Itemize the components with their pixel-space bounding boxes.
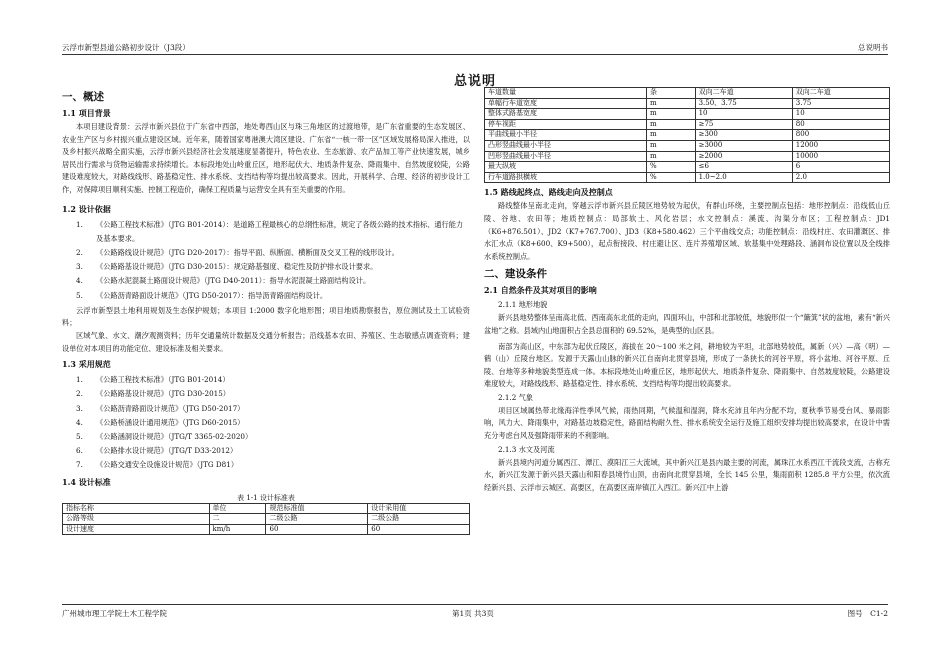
list-item: 1. 《公路工程技术标准》（JTG B01-2014）：是道路工程最核心的总纲性标准，规定了各级公路的技术指标、通行能力及基本要求。 (76, 219, 464, 243)
basis-paragraph-2: 区域气象、水文、潮汐观测资料；历年交通量统计数据及交通分析报告；沿线基本农田、养殖区、生态敏感点调查资料；建设单位对本项目的功能定位、建设标准及相关要求。 (62, 330, 470, 353)
footer-page-number: 第1页 共3页 (452, 609, 494, 618)
table-row: 停车视距 m ≥75 80 (485, 119, 890, 130)
subsection-hydrology-heading: 2.1.3 水文及河流 (498, 444, 555, 454)
page-header (62, 42, 888, 55)
basis-list (62, 218, 470, 303)
section-basis-heading: 1.2 设计依据 (62, 203, 111, 214)
list-item: 4. 《公路水泥混凝土路面设计规范》（JTG D40-2011）：指导水泥混凝土路面结构设计。 (76, 276, 371, 286)
list-item: 5. 《公路沥青路面设计规范》（JTG D50-2017）：指导沥青路面结构设计。 (76, 290, 328, 300)
list-item: 6. 《公路排水设计规范》（JTG/T D33-2012） (76, 446, 238, 456)
section-codes-heading: 1.3 采用规范 (62, 359, 111, 370)
table-row: 单幅行车道宽度 m 3.50、3.75 3.75 (485, 98, 890, 109)
basis-paragraph-1: 云浮市新型县土地利用规划及生态保护规划；本项目 1:2000 数字化地形图；项目地质勘察报告，原位测试及土工试验资料； (62, 305, 470, 328)
header-doc-type: 总说明书 (858, 43, 888, 52)
list-item: 2. 《公路路线设计规范》（JTG D20-2017）：指导平面、纵断面、横断面及交叉工程的线形设计。 (76, 247, 399, 257)
table-row: 行车道路拱横坡 % 1.0~2.0 2.0 (485, 172, 890, 183)
list-item: 3. 《公路沥青路面设计规范》（JTG D50-2017） (76, 403, 245, 413)
table-row: 最大纵坡 % ≤6 6 (485, 162, 890, 173)
left-column (62, 86, 470, 535)
table-row: 整体式路基宽度 m 10 10 (485, 109, 890, 120)
section-conditions-heading: 二、建设条件 (484, 268, 547, 281)
list-item: 2. 《公路路基设计规范》（JTG D30-2015） (76, 389, 230, 399)
section-overview-heading: 一、概述 (62, 91, 104, 103)
list-item: 1. 《公路工程技术标准》（JTG B01-2014） (76, 375, 230, 385)
header-project: 云浮市新型县道公路初步设计（J3段） (62, 43, 190, 52)
footer-org: 广州城市理工学院土木工程学院 (62, 609, 167, 618)
terrain-paragraph-1: 新兴县地势整体呈南高北低、西南高东北低的走向，四面环山，中部和北部较低，地貌形似一个“簸箕”状的盆地，素有“新兴盆地”之称。县域内山地面积占全县总面积的 69.52%，是典型的山区县。 (484, 313, 890, 335)
terrain-paragraph-2: 南部为高山区，中东部为起伏丘陵区，海拔在 20～100 米之间，耕地较为平坦，北部地势较低，属新（兴）—高（明）—鹤（山）丘陵台地区。发源于天露山山脉的新兴江自南向北贯穿县境，形成了一条狭长的河谷平原，将小盆地、河谷平原、丘陵、台地等多种地貌类型连成一体。本标段地处山岭重丘区，地形起伏大、地质条件复杂、降雨集中、自然坡度较陡，公路建设难度较大，对路线线形、路基稳定性、排水系统、支挡结构等均提出较高要求。 (484, 341, 890, 389)
table-row: 凸形竖曲线最小半径 m ≥3000 12000 (485, 140, 890, 151)
table-row: 平曲线最小半径 m ≥300 800 (485, 130, 890, 141)
table-row: 车道数量 条 双向二车道 双向二车道 (485, 88, 890, 99)
page-footer (62, 604, 888, 619)
background-paragraph: 本项目建设背景：云浮市新兴县位于广东省中西部，地处粤西山区与珠三角地区的过渡地带，是广东省重要的生态发展区、农业生产区与乡村振兴重点建设区域。近年来，随着国家粤港澳大湾区建设、广东省“一核一带一区”区域发展格局深入推进，以及乡村振兴战略全面实施，云浮市新兴县经济社会发展速度显著提升，特色农业、生态旅游、农产品加工等产业快速发展，城乡居民出行需求与货物运输需求持续增长。本标段地处山岭重丘区，地形起伏大、地质条件复杂、降雨集中、自然坡度较陡，公路建设难度较大，对路线线形、路基稳定性、排水系统、支挡结构等均提出较高要求。因此，开展科学、合理、经济的初步设计工作，对保障项目顺利实施、控制工程造价，确保工程质量与运营安全具有至关重要的作用。 (62, 122, 470, 194)
section-route-heading: 1.5 路线起终点、路线走向及控制点 (484, 187, 613, 198)
section-natural-heading: 2.1 自然条件及其对项目的影响 (484, 285, 597, 296)
table-row: 凹形竖曲线最小半径 m ≥2000 10000 (485, 151, 890, 162)
standards-table-part2 (484, 87, 890, 183)
list-item: 3. 《公路路基设计规范》（JTG D30-2015）：规定路基强度、稳定性及防护排水设计要求。 (76, 262, 378, 272)
subsection-terrain-heading: 2.1.1 地形地貌 (498, 300, 548, 310)
list-item: 4. 《公路桥涵设计通用规范》（JTG D60-2015） (76, 417, 245, 427)
section-background-heading: 1.1 项目背景 (62, 108, 111, 118)
right-column (484, 86, 890, 494)
table-caption: 表 1-1 设计标准表 (237, 493, 295, 502)
subsection-climate-heading: 2.1.2 气象 (498, 392, 533, 402)
table-row: 公路等级 二 二级公路 二级公路 (63, 514, 470, 525)
climate-paragraph: 项目区域属热带北缘海洋性季风气候，雨热同期，气候温和湿润，降水充沛且年内分配不均，夏秋季节易受台风、暴雨影响，风力大、降雨集中，对路基边坡稳定性，路面结构耐久性、排水系统安全运行及施工组织安排均提出较高要求，在设计中需充分考虑台风及强降雨带来的不利影响。 (484, 405, 890, 441)
list-item: 7. 《公路交通安全设施设计规范》（JTG D81） (76, 460, 239, 470)
table-row: 设计速度 km/h 60 60 (63, 524, 470, 535)
table-row: 指标名称 单位 规范标准值 设计采用值 (63, 503, 470, 514)
standards-table-part1 (62, 503, 470, 536)
footer-figure-number: 图号 C1-2 (847, 609, 888, 618)
list-item: 5. 《公路涵洞设计规范》（JTG/T 3365-02-2020） (76, 431, 253, 441)
route-paragraph: 路线整体呈南北走向，穿越云浮市新兴县丘陵区地势较为起伏，有群山环绕，主要控制点包括：地形控制点：沿线低山丘陵、谷地、农田等；地质控制点：局部软土、风化岩层；水文控制点：溪流、沟渠分布区；工程控制点：JD1（K6+876.501）、JD2（K7+767.700）、JD3（K8+580.462）三个平曲线交点；功能控制点：沿线村庄、农田灌溉区、排水汇水点（K8+600、K9+500），起点衔接段、村庄避让区、连片养殖增区域、软基集中处理路段、涵洞布设位置以及全线排水系统控制点。 (484, 201, 890, 261)
hydrology-paragraph: 新兴县境内河道分属西江、潭江、漠阳江三大流域，其中新兴江是县内最主要的河流，属珠江水系西江干流段支流，古称充水，新兴江发源于新兴县天露山和阳春县境竹山顶，由南向北贯穿县境，全长 145 公里，集雨面积 1285.8 平方公里，依次流经新兴县、云浮市云城区、高要区，在高要区南岸镇江入西江。新兴江中上游 (484, 457, 890, 492)
section-standards-heading: 1.4 设计标准 (62, 476, 111, 487)
codes-list (62, 373, 470, 472)
page-title: 总说明 (453, 74, 496, 89)
